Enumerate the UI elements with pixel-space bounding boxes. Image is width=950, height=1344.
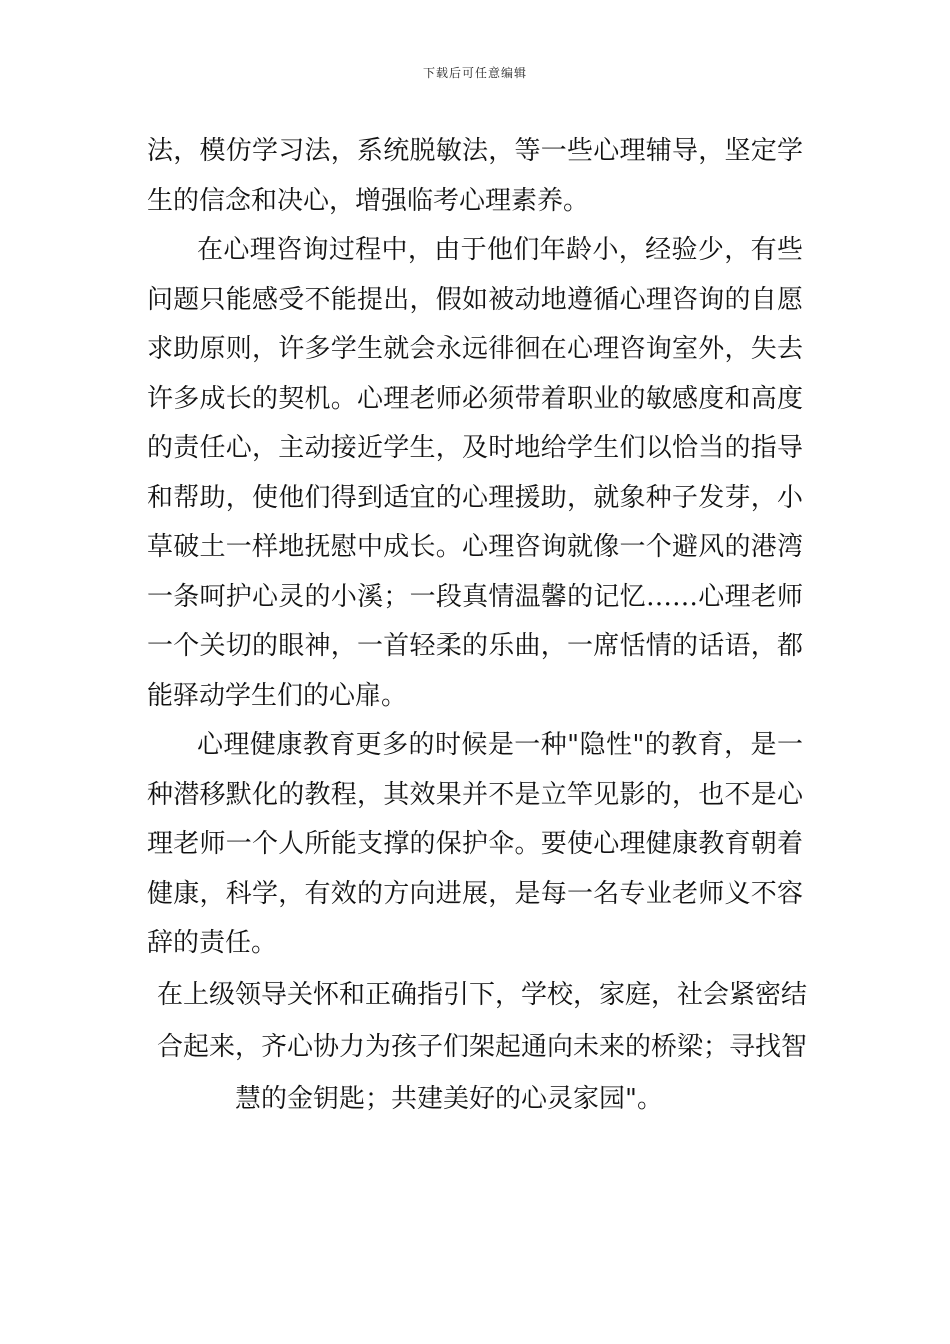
paragraph-2-line-10: 能驿动学生们的心扉。: [147, 681, 408, 711]
paragraph-3-line-2: 种潜移默化的教程，其效果并不是立竿见影的，也不是心: [147, 780, 803, 810]
closing-line-1: 在上级领导关怀和正确指引下，学校，家庭，社会紧密结: [157, 980, 808, 1010]
paragraph-2-line-1: 在心理咨询过程中，由于他们年龄小，经验少，有些: [197, 235, 803, 265]
closing-line-2: 合起来，齐心协力为孩子们架起通向未来的桥梁；寻找智: [157, 1032, 808, 1062]
paragraph-2-line-9: 一个关切的眼神，一首轻柔的乐曲，一席恬情的话语，都: [147, 631, 803, 661]
paragraph-3-line-4: 健康，科学，有效的方向进展，是每一名专业老师义不容: [147, 879, 803, 909]
paragraph-2-line-6: 和帮助，使他们得到适宜的心理援助，就象种子发芽，小: [147, 483, 803, 513]
paragraph-2-line-2: 问题只能感受不能提出，假如被动地遵循心理咨询的自愿: [147, 285, 803, 315]
paragraph-2-line-7: 草破土一样地抚慰中成长。心理咨询就像一个避风的港湾: [147, 532, 803, 562]
page-header: 下载后可任意编辑: [422, 66, 527, 80]
paragraph-3-line-1: 心理健康教育更多的时候是一种"隐性"的教育，是一: [197, 730, 803, 760]
paragraph-1-line-2: 生的信念和决心，增强临考心理素养。: [147, 186, 590, 216]
paragraph-3-line-3: 理老师一个人所能支撑的保护伞。要使心理健康教育朝着: [147, 829, 803, 859]
paragraph-2-line-5: 的责任心，主动接近学生，及时地给学生们以恰当的指导: [147, 433, 803, 463]
paragraph-2-line-3: 求助原则，许多学生就会永远徘徊在心理咨询室外，失去: [147, 334, 803, 364]
closing-line-3: 慧的金钥匙；共建美好的心灵家园"。: [235, 1084, 663, 1114]
paragraph-2-line-4: 许多成长的契机。心理老师必须带着职业的敏感度和高度: [147, 384, 803, 414]
paragraph-2-line-8: 一条呵护心灵的小溪；一段真情温馨的记忆……心理老师: [147, 582, 803, 612]
paragraph-1-line-1: 法，模仿学习法，系统脱敏法，等一些心理辅导，坚定学: [147, 136, 803, 166]
paragraph-3-line-5: 辞的责任。: [147, 928, 278, 958]
